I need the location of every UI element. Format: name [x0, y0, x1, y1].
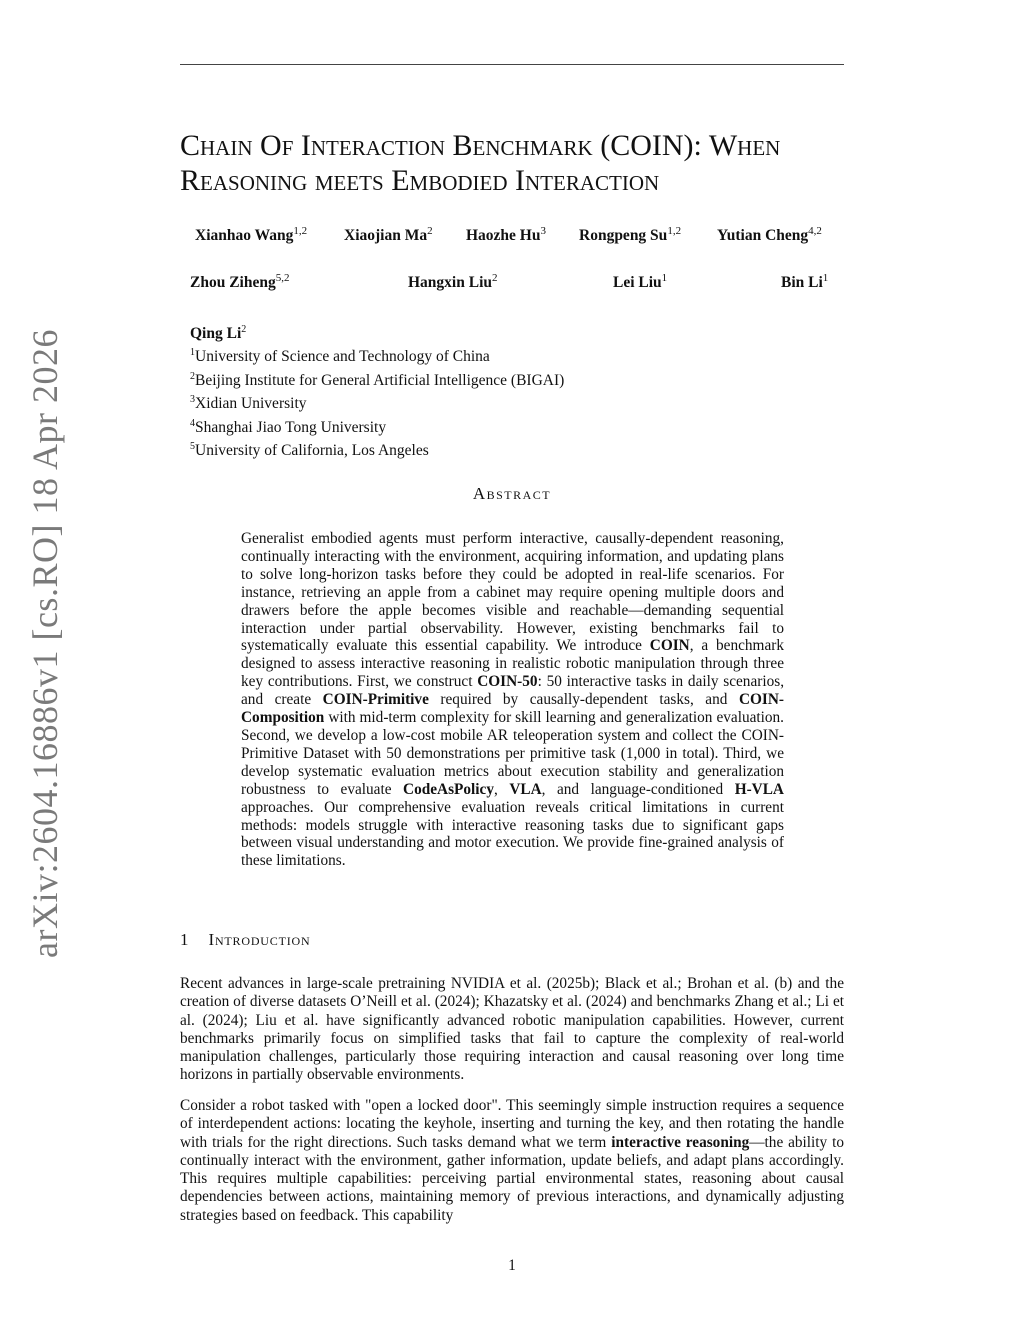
- title-l2-w2: mbodied: [409, 164, 508, 197]
- abstract-heading: Abstract: [472, 484, 552, 503]
- title-l1-c1: C: [180, 129, 201, 162]
- title-l1-w1: hain: [200, 129, 253, 162]
- affiliations: [190, 320, 564, 461]
- title-l1-p1: (COIN):: [600, 129, 709, 162]
- title-l2-c2: E: [391, 164, 410, 197]
- title-l2-c3: I: [515, 164, 526, 197]
- title-l1-c4: B: [452, 129, 473, 162]
- section-heading: [180, 930, 310, 950]
- affiliation-item: $^5$University of California, Los Angeles: [190, 441, 429, 460]
- author: Xianhao Wang$^{1,2}$: [195, 225, 308, 245]
- author: Haozhe Hu$^3$: [466, 225, 546, 245]
- title-l2-w3: nteraction: [525, 164, 660, 197]
- affiliation-item: $^3$Xidian University: [190, 394, 307, 413]
- author: Bin Li$^1$: [781, 272, 829, 292]
- section-number: 1: [180, 930, 189, 949]
- paper-title: [180, 128, 860, 198]
- title-l2-c1: R: [180, 164, 201, 197]
- title-line-2: [180, 163, 860, 198]
- author: Zhou Ziheng$^{5,2}$: [190, 272, 290, 292]
- title-l1-w3: nteraction: [310, 129, 446, 162]
- arxiv-identifier: arXiv:2604.16886v1 [cs.RO] 18 Apr 2026: [25, 329, 65, 958]
- author: Qing Li$^2$: [190, 324, 247, 343]
- affiliation-item: $^4$Shanghai Jiao Tong University: [190, 417, 387, 436]
- title-l1-w4: enchmark: [472, 129, 593, 162]
- header-rule: [180, 64, 844, 65]
- author: Rongpeng Su$^{1,2}$: [579, 225, 682, 245]
- title-l1-c2: O: [260, 129, 282, 162]
- title-l1-w2: f: [281, 129, 294, 162]
- author: Hangxin Liu$^2$: [408, 272, 498, 292]
- author: Yutian Cheng$^{4,2}$: [717, 225, 822, 245]
- title-l1-c3: I: [300, 129, 311, 162]
- title-l2-w1: easoning meets: [200, 164, 384, 197]
- affiliation-item: $^1$University of Science and Technology of China: [190, 347, 490, 366]
- author: Lei Liu$^1$: [613, 272, 668, 292]
- title-line-1: [180, 128, 860, 163]
- section-title: Introduction: [208, 930, 311, 949]
- author: Xiaojian Ma$^2$: [344, 225, 433, 245]
- abstract-body: Generalist embodied agents must perform interactive, causally-dependent reasoning, continually interacting with the environment, acquiring information, and updating plans to solve long-horizon tasks before they could be adopted in real-life scenarios. For instance, retrieving an apple from a cabinet may require opening multiple doors and drawers before the apple becomes visible and reachable—demanding sequential interaction under partial observability. However, existing benchmarks fail to systematically evaluate this essential capability. We introduce COIN, a benchmark designed to assess interactive reasoning in realistic robotic manipulation through three key contributions. First, we construct COIN-50: 50 interactive tasks in daily scenarios, and create COIN-Primitive required by causally-dependent tasks, and COIN-Composition with mid-term complexity for skill learning and generalization evaluation. Second, we develop a low-cost mobile AR teleoperation system and collect the COIN-Primitive Dataset with 50 demonstrations per primitive task (1,000 in total). Third, we develop systematic evaluation metrics about execution stability and generalization robustness to evaluate CodeAsPolicy, VLA, and language-conditioned H-VLA approaches. Our comprehensive evaluation reveals critical limitations in current methods: models struggle with interactive reasoning tasks due to significant gaps between visual understanding and motor execution. We provide fine-grained analysis of these limitations.: [241, 530, 785, 870]
- affiliation-item: $^2$Beijing Institute for General Artificial Intelligence (BIGAI): [190, 370, 565, 390]
- title-l1-c5: W: [708, 129, 738, 162]
- page-number: 1: [508, 1257, 516, 1274]
- intro-paragraph-1: Recent advances in large-scale pretraining NVIDIA et al. (2025b); Black et al.; Brohan et al. (b) and the creation of diverse datasets O’Neill et al. (2024); Khazatsky et al. (2024) and benchmarks Zhang et al.; Li et al. (2024); Liu et al. have significantly advanced robotic manipulation capabilities. However, current benchmarks primarily focus on simplified tasks that fail to capture the complexity of real-world manipulation challenges, particularly those requiring interaction and causal reasoning over long time horizons in partially observable environments.: [180, 975, 844, 1084]
- intro-paragraph-2: Consider a robot tasked with "open a locked door". This seemingly simple instruction requires a sequence of interdependent actions: locating the keyhole, inserting and turning the key, and then rotating the handle with trials for the right directions. Such tasks demand what we term interactive reasoning—the ability to continually interact with the environment, gather information, update beliefs, and adapt plans accordingly. This requires multiple capabilities: perceiving partial environmental states, reasoning about causal dependencies between actions, maintaining memory of previous interactions, and dynamically adjusting strategies based on feedback. This capability: [180, 1097, 844, 1224]
- title-l1-w5: hen: [737, 129, 781, 162]
